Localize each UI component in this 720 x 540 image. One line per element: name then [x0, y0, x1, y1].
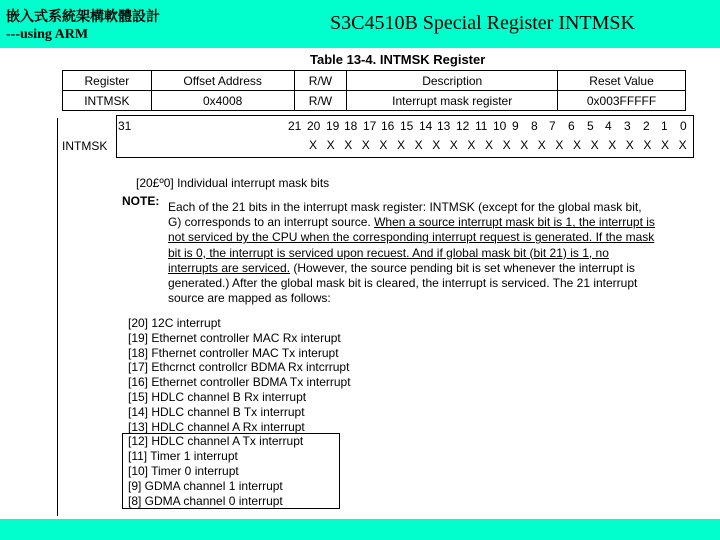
bit-number: 8: [531, 119, 538, 133]
bit-number: 10: [493, 119, 507, 133]
bit-number: 5: [587, 119, 594, 133]
note-text-underlined: When a source interrupt mask bit is 1, the interrupt is not serviced by the CPU when the corresponding interrupt request is generated. If the mask bit is 0, the interrupt is serviced upon recuest. And if global mask bit (bit 21) is 1, no interrupts are serviced.: [168, 215, 655, 275]
bit-number: 9: [512, 119, 519, 133]
bit-value: X: [344, 138, 353, 152]
list-item: [13] HDLC channel A Rx interrupt: [128, 419, 305, 434]
bit-number: 4: [605, 119, 612, 133]
register-table: [62, 70, 686, 111]
bit-value: X: [449, 138, 458, 152]
bit-number: 19: [326, 119, 340, 133]
note-text-1: Each of the 21 bits in the interrupt mask register: INTMSK (except for the global mask bit, G) corresponds to an interrupt source.: [168, 200, 642, 230]
col-rw: R/W: [294, 71, 347, 91]
col-register: Register: [63, 71, 152, 91]
bit-value: X: [537, 138, 546, 152]
bit-number: 13: [437, 119, 451, 133]
course-subtitle: ---using ARM: [6, 27, 89, 42]
bit-value: X: [573, 138, 582, 152]
bit-number: 16: [381, 119, 395, 133]
list-item: [10] Timer 0 interrupt: [128, 463, 239, 478]
bit-value: X: [643, 138, 652, 152]
bit-value: X: [326, 138, 335, 152]
bit-diagram-register-label: INTMSK: [62, 139, 108, 153]
course-title: 嵌入式系統架構軟體設計: [6, 9, 160, 25]
col-offset: Offset Address: [151, 71, 294, 91]
bit-number: 2: [643, 119, 650, 133]
note-text-2: (However, the source pending bit is set whenever the interrupt is generated.) After the global mask bit is cleared, the interrupt is serviced. The 21 interrupt source are mapped as follows:: [168, 260, 638, 306]
bit-value: X: [467, 138, 476, 152]
bit-value: X: [625, 138, 634, 152]
table-header-row: [63, 71, 686, 91]
list-item: [14] HDLC channel B Tx interrupt: [128, 404, 305, 419]
list-item: [19] Ethernet controller MAC Rx interupt: [128, 330, 341, 345]
bit-number: 31: [118, 119, 132, 133]
highlight-box: [122, 433, 340, 509]
cell-description: Interrupt mask register: [347, 91, 558, 111]
left-rule: [57, 118, 58, 516]
bit-number: 15: [400, 119, 414, 133]
bit-value: X: [309, 138, 318, 152]
bit-number: 11: [475, 119, 488, 133]
cell-rw: R/W: [294, 91, 347, 111]
list-item: [11] Timer 1 interrupt: [128, 449, 238, 464]
bit-value: X: [555, 138, 564, 152]
bit-number: 3: [624, 119, 631, 133]
bit-value: X: [520, 138, 529, 152]
note-paragraph: [168, 200, 658, 306]
note-label: NOTE:: [122, 194, 160, 208]
cell-reset: 0x003FFFFF: [586, 93, 657, 108]
bit-number: 14: [419, 119, 433, 133]
bit-value: X: [502, 138, 511, 152]
bit-number: 12: [456, 119, 470, 133]
bit-value: X: [608, 138, 617, 152]
list-item: [16] Ethernet controller BDMA Tx interrupt: [128, 375, 351, 390]
bit-value: X: [414, 138, 423, 152]
list-item: [20] 12C interrupt: [128, 316, 221, 330]
col-reset: Reset Value: [558, 71, 686, 91]
table-row: [63, 91, 686, 111]
slide-title: S3C4510B Special Register INTMSK: [330, 12, 635, 34]
cell-offset: 0x4008: [151, 91, 294, 111]
bit-number: 18: [344, 119, 358, 133]
bit-value: X: [590, 138, 599, 152]
table-title: Table 13-4. INTMSK Register: [310, 52, 486, 67]
list-item: [12] HDLC channel A Tx interrupt: [128, 434, 304, 449]
bit-number: 7: [549, 119, 556, 133]
bit-number: 6: [568, 119, 575, 133]
cell-register: INTMSK: [63, 91, 152, 111]
bit-value: X: [485, 138, 494, 152]
list-item: [18] Fthernet controller MAC Tx interupt: [128, 345, 339, 360]
footer-band: [0, 519, 720, 540]
list-item: [9] GDMA channel 1 interrupt: [128, 478, 283, 493]
bit-number: 1: [661, 119, 668, 133]
bit-value: X: [432, 138, 441, 152]
bit-value: X: [678, 138, 687, 152]
bit-number: 0: [680, 119, 687, 133]
bit-value: X: [397, 138, 406, 152]
bit-value: X: [379, 138, 388, 152]
bit-value: X: [361, 138, 370, 152]
bit-value: X: [661, 138, 670, 152]
bit-number: 21: [288, 119, 302, 133]
bit-number: 17: [363, 119, 377, 133]
list-item: [8] GDMA channel 0 interrupt: [128, 493, 283, 508]
bit-number: 20: [307, 119, 321, 133]
list-item: [15] HDLC channel B Rx interrupt: [128, 389, 307, 404]
list-item: [17] Ethcrnct controllcr BDMA Rx intcrrupt: [128, 360, 350, 375]
field-description: [20£º0] Individual interrupt mask bits: [136, 176, 330, 190]
col-description: Description: [347, 71, 558, 91]
